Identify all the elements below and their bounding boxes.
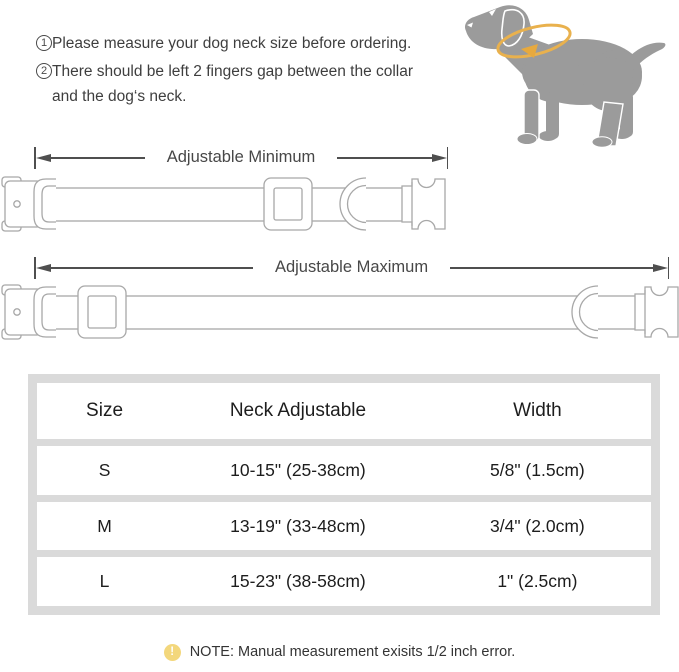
collar-minimum-illustration [0, 168, 447, 240]
note-row [0, 642, 679, 662]
side-release-buckle [402, 179, 445, 229]
dimension-line [51, 157, 145, 158]
cell-neck: 13-19" (33-48cm) [230, 515, 366, 536]
dog-icon [458, 0, 672, 152]
adjustable-minimum-arrow [34, 146, 448, 170]
cell-size: L [99, 571, 110, 592]
metal-buckle [2, 177, 56, 231]
d-ring [572, 286, 598, 338]
slider-adjuster [78, 286, 126, 338]
cell-neck: 15-23" (38-58cm) [230, 571, 366, 592]
dimension-line [450, 267, 652, 268]
cell-size: S [98, 460, 111, 481]
table-row-s [37, 446, 651, 495]
dog-silhouette-illustration [458, 0, 672, 152]
instruction-item [36, 59, 456, 109]
header-neck-adjustable: Neck Adjustable [229, 400, 367, 422]
collar-maximum-illustration [0, 276, 679, 348]
circled-number-1: 1 [36, 35, 52, 51]
instruction-text: There should be left 2 fingers gap between the collar and the dog‘s neck. [52, 63, 414, 105]
size-table [28, 374, 660, 615]
side-release-buckle [635, 287, 678, 337]
arrow-right-icon [653, 264, 668, 272]
adjustable-maximum-label: Adjustable Maximum [274, 257, 429, 276]
note-text: NOTE: Manual measurement exisits 1/2 inch error. [189, 644, 516, 660]
dimension-line [51, 267, 253, 268]
cell-size: M [97, 515, 112, 536]
cell-width: 1" (2.5cm) [497, 571, 578, 592]
collar-strap [46, 296, 636, 329]
exclamation-circle-icon: ! [164, 644, 181, 661]
size-table-header-row [37, 383, 651, 439]
header-size: Size [86, 400, 124, 422]
table-row-l [37, 557, 651, 606]
dimension-line [337, 157, 431, 158]
slider-adjuster [264, 178, 312, 230]
arrow-left-icon [36, 264, 51, 272]
dimension-end-bar [447, 147, 449, 169]
table-row-m [37, 502, 651, 551]
metal-buckle [2, 285, 56, 339]
cell-width: 5/8" (1.5cm) [490, 460, 585, 481]
cell-width: 3/4" (2.0cm) [490, 515, 585, 536]
dog-tail [623, 43, 666, 74]
cell-neck: 10-15" (25-38cm) [230, 460, 366, 481]
arrow-left-icon [36, 154, 51, 162]
d-ring [340, 178, 366, 230]
arrow-right-icon [432, 154, 447, 162]
instruction-text: Please measure your dog neck size before ordering. [52, 35, 412, 52]
instruction-item [36, 31, 456, 56]
measuring-instructions [36, 31, 456, 112]
header-width: Width [513, 400, 562, 422]
adjustable-minimum-label: Adjustable Minimum [166, 147, 316, 166]
circled-number-2: 2 [36, 63, 52, 79]
